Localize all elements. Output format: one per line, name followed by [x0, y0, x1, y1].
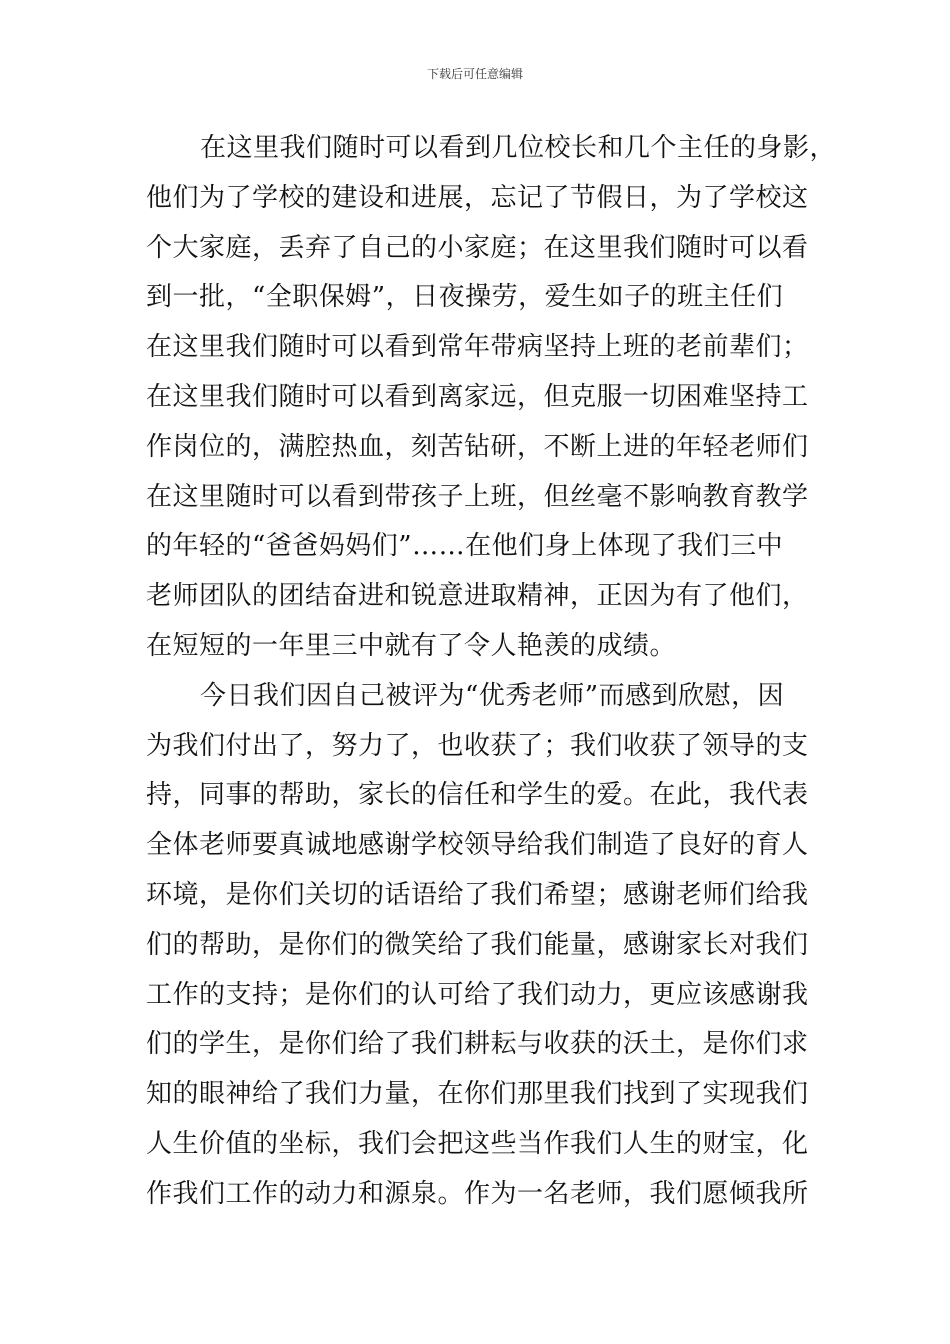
text-line: 工作的支持；是你们的认可给了我们动力，更应该感谢我: [146, 979, 809, 1010]
text-line: 在这里我们随时可以看到常年带病坚持上班的老前辈们；: [146, 332, 809, 363]
text-line: 知的眼神给了我们力量，在你们那里我们找到了实现我们: [146, 1079, 809, 1110]
text-line: 今日我们因自己被评为“优秀老师”而感到欣慰，因: [200, 680, 785, 711]
text-line: 的年轻的“爸爸妈妈们”……在他们身上体现了我们三中: [146, 531, 784, 562]
text-line: 作我们工作的动力和源泉。作为一名老师，我们愿倾我所: [146, 1178, 809, 1209]
text-line: 持，同事的帮助，家长的信任和学生的爱。在此，我代表: [146, 780, 809, 811]
text-line: 作岗位的，满腔热血，刻苦钻研，不断上进的年轻老师们: [146, 431, 809, 462]
text-line: 人生价值的坐标，我们会把这些当作我们人生的财宝，化: [146, 1128, 809, 1159]
document-body: [146, 124, 837, 1220]
page-header: 下载后可任意编辑: [426, 67, 523, 81]
text-line: 老师团队的团结奋进和锐意进取精神，正因为有了他们，: [146, 581, 809, 612]
text-line: 环境，是你们关切的话语给了我们希望；感谢老师们给我: [146, 879, 809, 910]
text-line: 全体老师要真诚地感谢学校领导给我们制造了良好的育人: [146, 830, 809, 861]
text-line: 在这里我们随时可以看到离家远，但克服一切困难坚持工: [146, 381, 809, 412]
text-line: 为我们付出了，努力了，也收获了；我们收获了领导的支: [146, 730, 809, 761]
text-line: 到一批，“全职保姆”，日夜操劳，爱生如子的班主任们: [146, 282, 784, 313]
text-line: 在这里随时可以看到带孩子上班，但丝毫不影响教育教学: [146, 481, 809, 512]
text-line: 在短短的一年里三中就有了令人艳羡的成绩。: [146, 630, 677, 661]
paragraph-2: [146, 672, 816, 1220]
text-line: 在这里我们随时可以看到几位校长和几个主任的身影，: [200, 133, 837, 163]
text-line: 个大家庭，丢弃了自己的小家庭；在这里我们随时可以看: [146, 232, 809, 263]
text-line: 们的帮助，是你们的微笑给了我们能量，感谢家长对我们: [146, 929, 809, 960]
text-line: 们的学生，是你们给了我们耕耘与收获的沃土，是你们求: [146, 1029, 809, 1060]
paragraph-1: [146, 124, 837, 672]
text-line: 他们为了学校的建设和进展，忘记了节假日，为了学校这: [146, 182, 809, 213]
